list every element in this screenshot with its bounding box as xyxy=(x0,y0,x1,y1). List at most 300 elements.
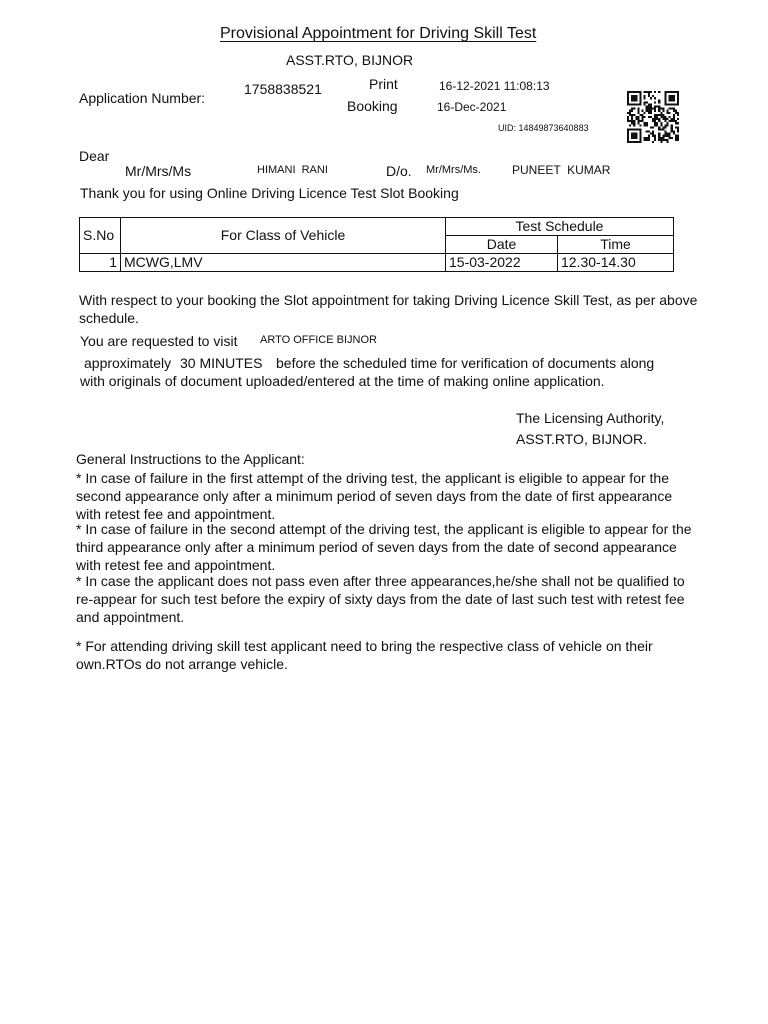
qr-module xyxy=(664,131,666,133)
qr-module xyxy=(648,93,650,95)
qr-module xyxy=(677,101,679,103)
qr-module xyxy=(639,133,641,135)
qr-module xyxy=(652,131,654,133)
uid-text: UID: 14849873640883 xyxy=(498,123,589,133)
qr-module xyxy=(644,101,646,103)
qr-module xyxy=(656,106,658,108)
qr-module xyxy=(662,114,664,116)
qr-module xyxy=(648,135,650,137)
qr-module xyxy=(648,116,650,118)
qr-module xyxy=(642,118,644,120)
qr-module xyxy=(635,95,637,97)
qr-module xyxy=(664,103,666,105)
qr-module xyxy=(656,118,658,120)
qr-module xyxy=(675,110,677,112)
qr-module xyxy=(658,108,660,110)
qr-module xyxy=(660,139,662,141)
qr-module xyxy=(667,124,669,126)
qr-module xyxy=(673,95,675,97)
qr-module xyxy=(642,114,644,116)
qr-module xyxy=(627,112,629,114)
qr-module xyxy=(673,103,675,105)
qr-module xyxy=(667,112,669,114)
qr-module xyxy=(662,110,664,112)
time-header: Time xyxy=(558,236,674,254)
qr-module xyxy=(660,137,662,139)
qr-module xyxy=(675,120,677,122)
qr-module xyxy=(633,122,635,124)
qr-module xyxy=(635,135,637,137)
instruction-item-2: * In case of failure in the second attempt of the driving test, the applicant is eligible to appear for the third appearance only after a minimum period of seven days from the date of second appearance with retest fee and appointment. xyxy=(76,521,692,573)
qr-module xyxy=(639,114,641,116)
qr-module xyxy=(660,122,662,124)
qr-module xyxy=(677,114,679,116)
row-time: 12.30-14.30 xyxy=(558,254,674,272)
qr-module xyxy=(627,93,629,95)
qr-module xyxy=(629,141,631,143)
print-datetime: 16-12-2021 11:08:13 xyxy=(439,79,550,93)
qr-module xyxy=(627,133,629,135)
print-label: Print xyxy=(369,76,398,92)
qr-module xyxy=(633,124,635,126)
qr-module xyxy=(627,97,629,99)
qr-module xyxy=(660,124,662,126)
qr-module xyxy=(631,122,633,124)
qr-module xyxy=(635,128,637,130)
qr-module xyxy=(673,114,675,116)
qr-module xyxy=(675,112,677,114)
qr-module xyxy=(654,118,656,120)
qr-module xyxy=(646,122,648,124)
qr-module xyxy=(673,110,675,112)
office-name: ASST.RTO, BIJNOR xyxy=(286,52,414,68)
qr-module xyxy=(637,141,639,143)
qr-module xyxy=(669,133,671,135)
qr-module xyxy=(658,114,660,116)
qr-module xyxy=(631,128,633,130)
qr-module xyxy=(627,139,629,141)
qr-module xyxy=(631,116,633,118)
qr-module xyxy=(677,91,679,93)
qr-module xyxy=(637,118,639,120)
qr-module xyxy=(635,91,637,93)
qr-module xyxy=(660,112,662,114)
qr-module xyxy=(631,118,633,120)
qr-module xyxy=(629,112,631,114)
qr-module xyxy=(667,122,669,124)
qr-module xyxy=(646,139,648,141)
qr-module xyxy=(631,103,633,105)
visit-label: You are requested to visit xyxy=(80,333,238,349)
qr-module xyxy=(627,131,629,133)
qr-module xyxy=(673,99,675,101)
table-row xyxy=(80,254,674,272)
qr-module xyxy=(658,139,660,141)
qr-module xyxy=(675,135,677,137)
qr-module xyxy=(673,120,675,122)
qr-module xyxy=(629,124,631,126)
qr-module xyxy=(646,131,648,133)
qr-module xyxy=(631,133,633,135)
qr-module xyxy=(633,91,635,93)
qr-module xyxy=(677,137,679,139)
qr-module xyxy=(660,108,662,110)
qr-module xyxy=(627,103,629,105)
qr-module xyxy=(660,116,662,118)
row-class: MCWG,LMV xyxy=(121,254,446,272)
qr-module xyxy=(656,116,658,118)
qr-module xyxy=(654,116,656,118)
qr-module xyxy=(662,116,664,118)
qr-module xyxy=(652,133,654,135)
qr-module xyxy=(648,139,650,141)
page-title: Provisional Appointment for Driving Skill Test xyxy=(220,25,537,42)
qr-module xyxy=(654,97,656,99)
qr-module xyxy=(627,99,629,101)
qr-module xyxy=(658,135,660,137)
qr-module xyxy=(669,91,671,93)
qr-module xyxy=(644,124,646,126)
qr-module xyxy=(671,126,673,128)
qr-module xyxy=(642,120,644,122)
qr-module xyxy=(660,141,662,143)
qr-module xyxy=(669,95,671,97)
qr-module xyxy=(627,141,629,143)
qr-module xyxy=(637,122,639,124)
qr-module xyxy=(667,141,669,143)
qr-module xyxy=(658,137,660,139)
qr-module xyxy=(671,99,673,101)
qr-module xyxy=(658,99,660,101)
qr-module xyxy=(677,131,679,133)
qr-module xyxy=(656,124,658,126)
qr-module xyxy=(646,124,648,126)
qr-module xyxy=(650,106,652,108)
qr-module xyxy=(631,135,633,137)
class-header: For Class of Vehicle xyxy=(121,218,446,254)
qr-module xyxy=(646,91,648,93)
qr-module xyxy=(635,118,637,120)
qr-module xyxy=(635,116,637,118)
qr-module xyxy=(639,97,641,99)
qr-module xyxy=(667,135,669,137)
qr-module xyxy=(677,103,679,105)
qr-module xyxy=(629,128,631,130)
qr-module xyxy=(669,116,671,118)
qr-module xyxy=(631,120,633,122)
qr-module xyxy=(652,126,654,128)
qr-code-icon xyxy=(627,91,679,143)
qr-module xyxy=(664,91,666,93)
qr-module xyxy=(671,108,673,110)
qr-module xyxy=(664,116,666,118)
qr-module xyxy=(669,97,671,99)
vehicle-note: * For attending driving skill test applicant need to bring the respective class of vehicle on their own.RTOs do not arrange vehicle. xyxy=(76,638,653,672)
qr-module xyxy=(627,91,629,93)
qr-module xyxy=(671,95,673,97)
qr-module xyxy=(646,137,648,139)
qr-module xyxy=(658,118,660,120)
row-date: 15-03-2022 xyxy=(446,254,558,272)
qr-module xyxy=(631,108,633,110)
qr-module xyxy=(667,133,669,135)
qr-module xyxy=(652,108,654,110)
qr-module xyxy=(631,114,633,116)
qr-module xyxy=(637,108,639,110)
qr-module xyxy=(644,122,646,124)
qr-module xyxy=(646,106,648,108)
qr-module xyxy=(633,120,635,122)
authority-label: The Licensing Authority, xyxy=(516,410,665,426)
qr-module xyxy=(654,101,656,103)
qr-module xyxy=(633,114,635,116)
qr-module xyxy=(648,95,650,97)
instruction-item-3: * In case the applicant does not pass even after three appearances,he/she shall not be qualified to re-appear for such test before the expiry of sixty days from the date of last such test with retest fee and appointment. xyxy=(76,573,685,625)
qr-module xyxy=(664,135,666,137)
qr-module xyxy=(635,137,637,139)
application-number-label: Application Number: xyxy=(79,90,206,106)
qr-module xyxy=(637,120,639,122)
qr-module xyxy=(658,133,660,135)
qr-module xyxy=(631,110,633,112)
qr-module xyxy=(664,139,666,141)
qr-module xyxy=(639,128,641,130)
qr-module xyxy=(644,116,646,118)
qr-module xyxy=(677,139,679,141)
qr-module xyxy=(656,114,658,116)
qr-module xyxy=(669,103,671,105)
qr-module xyxy=(650,97,652,99)
qr-module xyxy=(648,103,650,105)
qr-module xyxy=(635,133,637,135)
qr-module xyxy=(627,128,629,130)
test-schedule-header: Test Schedule xyxy=(446,218,674,236)
dear-label: Dear xyxy=(79,148,110,164)
qr-module xyxy=(654,122,656,124)
qr-module xyxy=(660,114,662,116)
qr-module xyxy=(627,118,629,120)
qr-module xyxy=(673,131,675,133)
salutation: Mr/Mrs/Ms xyxy=(125,163,192,179)
qr-module xyxy=(671,97,673,99)
qr-module xyxy=(650,103,652,105)
relation-label: D/o. xyxy=(386,163,412,179)
qr-module xyxy=(635,141,637,143)
qr-module xyxy=(658,106,660,108)
qr-module xyxy=(648,137,650,139)
qr-module xyxy=(652,120,654,122)
qr-module xyxy=(631,95,633,97)
qr-module xyxy=(658,110,660,112)
qr-module xyxy=(633,141,635,143)
qr-module xyxy=(639,141,641,143)
qr-module xyxy=(664,97,666,99)
qr-module xyxy=(675,122,677,124)
qr-module xyxy=(671,131,673,133)
qr-module xyxy=(658,120,660,122)
qr-module xyxy=(635,99,637,101)
qr-module xyxy=(656,122,658,124)
booking-label: Booking xyxy=(347,98,398,114)
qr-module xyxy=(664,95,666,97)
qr-module xyxy=(654,110,656,112)
qr-module xyxy=(642,116,644,118)
qr-module xyxy=(639,135,641,137)
approx-value: 30 MINUTES xyxy=(180,355,263,371)
qr-module xyxy=(658,128,660,130)
qr-module xyxy=(664,118,666,120)
qr-module xyxy=(644,139,646,141)
schedule-table xyxy=(79,217,674,272)
qr-module xyxy=(652,118,654,120)
qr-module xyxy=(633,133,635,135)
qr-module xyxy=(627,116,629,118)
qr-module xyxy=(677,122,679,124)
qr-module xyxy=(671,91,673,93)
qr-module xyxy=(633,135,635,137)
qr-module xyxy=(633,103,635,105)
qr-module xyxy=(629,103,631,105)
qr-module xyxy=(650,116,652,118)
qr-module xyxy=(646,101,648,103)
qr-module xyxy=(662,128,664,130)
qr-module xyxy=(675,139,677,141)
qr-module xyxy=(627,95,629,97)
qr-module xyxy=(648,91,650,93)
applicant-name: HIMANI RANI xyxy=(257,164,328,176)
date-header: Date xyxy=(446,236,558,254)
qr-module xyxy=(650,133,652,135)
qr-module xyxy=(648,110,650,112)
application-number: 1758838521 xyxy=(244,81,322,97)
qr-module xyxy=(646,108,648,110)
qr-module xyxy=(669,99,671,101)
qr-module xyxy=(639,99,641,101)
qr-module xyxy=(654,114,656,116)
qr-module xyxy=(637,110,639,112)
qr-module xyxy=(673,108,675,110)
qr-module xyxy=(635,103,637,105)
qr-module xyxy=(664,120,666,122)
qr-module xyxy=(629,120,631,122)
parent-salutation: Mr/Mrs/Ms. xyxy=(426,164,481,176)
qr-module xyxy=(677,93,679,95)
qr-module xyxy=(658,91,660,93)
qr-module xyxy=(650,126,652,128)
qr-module xyxy=(631,137,633,139)
qr-module xyxy=(662,139,664,141)
qr-module xyxy=(673,91,675,93)
qr-module xyxy=(648,131,650,133)
qr-module xyxy=(654,137,656,139)
sno-header: S.No xyxy=(80,218,121,254)
qr-module xyxy=(639,103,641,105)
booking-date: 16-Dec-2021 xyxy=(437,100,507,114)
qr-module xyxy=(677,99,679,101)
qr-module xyxy=(639,101,641,103)
qr-module xyxy=(667,139,669,141)
qr-module xyxy=(639,91,641,93)
qr-module xyxy=(667,118,669,120)
qr-module xyxy=(635,97,637,99)
qr-module xyxy=(677,126,679,128)
qr-module xyxy=(669,112,671,114)
qr-module xyxy=(677,128,679,130)
qr-module xyxy=(671,137,673,139)
qr-module xyxy=(664,101,666,103)
qr-module xyxy=(671,103,673,105)
qr-module xyxy=(673,118,675,120)
qr-module xyxy=(654,91,656,93)
qr-module xyxy=(675,103,677,105)
qr-module xyxy=(671,128,673,130)
qr-module xyxy=(667,91,669,93)
qr-module xyxy=(677,97,679,99)
qr-module xyxy=(644,103,646,105)
qr-module xyxy=(675,126,677,128)
qr-module xyxy=(654,108,656,110)
qr-module xyxy=(648,112,650,114)
qr-module xyxy=(631,99,633,101)
qr-module xyxy=(654,139,656,141)
qr-module xyxy=(664,124,666,126)
instructions-heading: General Instructions to the Applicant: xyxy=(76,451,305,467)
qr-module xyxy=(675,91,677,93)
qr-module xyxy=(662,135,664,137)
qr-module xyxy=(662,118,664,120)
qr-module xyxy=(631,97,633,99)
qr-module xyxy=(652,135,654,137)
qr-module xyxy=(650,110,652,112)
qr-module xyxy=(648,106,650,108)
qr-module xyxy=(664,99,666,101)
qr-module xyxy=(627,135,629,137)
qr-module xyxy=(673,97,675,99)
qr-module xyxy=(637,91,639,93)
qr-module xyxy=(639,93,641,95)
qr-module xyxy=(664,126,666,128)
qr-module xyxy=(654,106,656,108)
qr-module xyxy=(671,124,673,126)
qr-module xyxy=(648,108,650,110)
qr-module xyxy=(639,139,641,141)
qr-module xyxy=(669,120,671,122)
qr-module xyxy=(646,110,648,112)
qr-module xyxy=(673,116,675,118)
qr-module xyxy=(650,108,652,110)
qr-module xyxy=(633,95,635,97)
qr-module xyxy=(627,101,629,103)
approx-prefix: approximately xyxy=(84,355,172,371)
qr-module xyxy=(633,137,635,139)
qr-module xyxy=(637,128,639,130)
qr-module xyxy=(677,135,679,137)
row-sno: 1 xyxy=(80,254,121,272)
qr-module xyxy=(671,118,673,120)
qr-module xyxy=(667,110,669,112)
qr-module xyxy=(650,91,652,93)
qr-module xyxy=(627,120,629,122)
qr-module xyxy=(669,108,671,110)
thanks-text: Thank you for using Online Driving Licence Test Slot Booking xyxy=(80,185,459,201)
visit-office: ARTO OFFICE BIJNOR xyxy=(260,334,377,346)
qr-module xyxy=(639,95,641,97)
qr-module xyxy=(637,103,639,105)
respect-paragraph: With respect to your booking the Slot appointment for taking Driving Licence Skill Test, as per above schedule. xyxy=(79,292,698,326)
qr-module xyxy=(652,95,654,97)
qr-module xyxy=(633,128,635,130)
qr-module xyxy=(671,120,673,122)
